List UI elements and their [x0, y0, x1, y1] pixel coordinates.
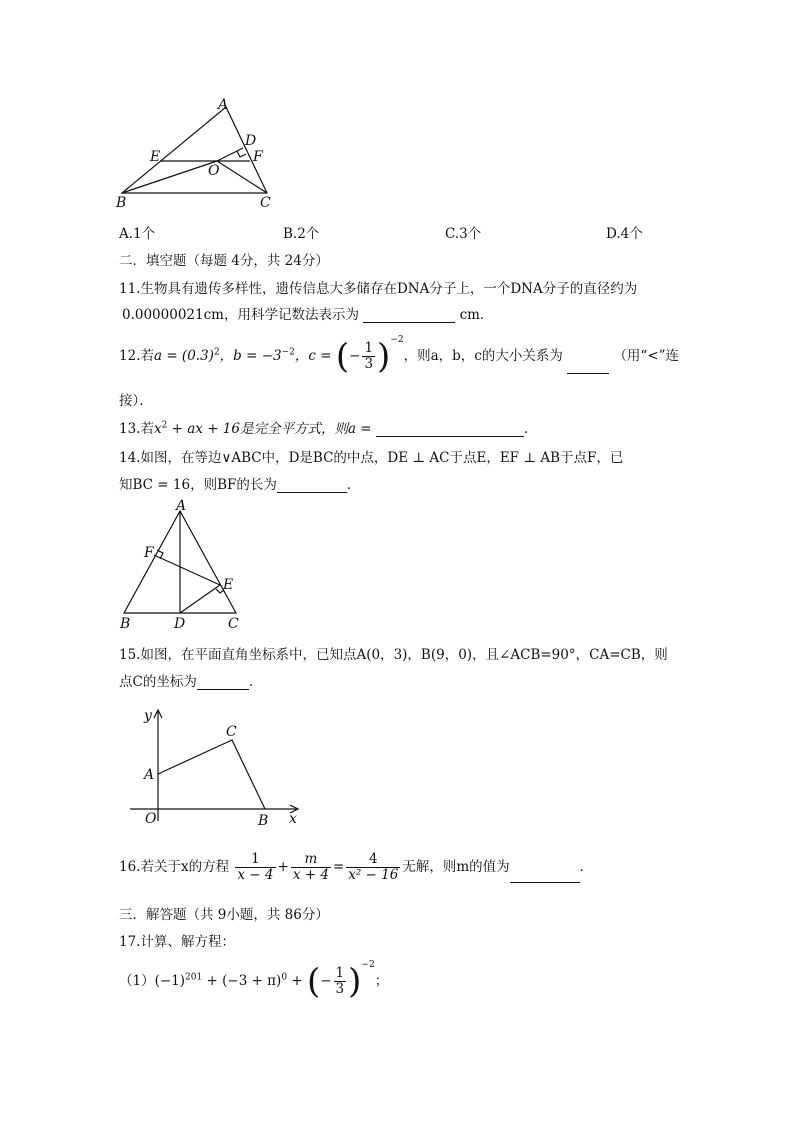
q16-tail: 无解，则m的值为: [402, 859, 510, 875]
q12-lparen: (: [335, 336, 350, 377]
q16-fraction-3: $\frac{4}{\text{x² − 16}}$: [348, 851, 399, 883]
label-d: D: [245, 133, 257, 149]
section-3-title: 三．解答题（共 9小题，共 86分）: [119, 907, 329, 923]
triangle-figure-q10: [110, 95, 290, 210]
q11-unit: cm．: [459, 307, 494, 323]
q16-answer-blank[interactable]: [510, 868, 580, 883]
q12-answer-blank[interactable]: [567, 359, 609, 374]
q17-end: ；: [374, 973, 389, 989]
option-c: C.3个: [445, 226, 482, 242]
section-2-title: 二．填空题（每题 4分，共 24分）: [119, 253, 329, 269]
q12-line1: 12.若$a = (0.3)^2$，$b = -3^{-2}$，c = (− $\frac{1}{3}$ )$^{-2}$，则a，b，c的大小关系为 （用“<”连: [119, 335, 680, 377]
q17-title: 17.计算、解方程：: [119, 934, 235, 950]
q11-value: 0.00000021cm: [122, 307, 224, 323]
q17-part1: $(1)(-1)^{201} + (-3 + \pi)^0$ + (− $\frac{1}{3}$ )$^{-2}$；: [119, 960, 389, 1002]
q13-expr-exp: 2: [161, 420, 168, 431]
triangle-acb: [158, 740, 265, 809]
q13-line: [119, 417, 537, 437]
q17-lparen: (: [306, 961, 321, 1002]
q14-end: ．: [346, 477, 361, 493]
q14-line1: 14.如图，在等边∨ABC中，D是BC的中点，DE ⊥ AC于点E，EF ⊥ AB于点F，已: [119, 450, 624, 466]
q12-line2: 接）．: [119, 393, 153, 409]
q12-b-exp: −2: [281, 347, 295, 358]
q17-fraction: $\frac{1}{3}$: [335, 965, 345, 997]
q13-answer-blank[interactable]: [376, 422, 524, 437]
q11-line2: [122, 303, 493, 323]
q14-line2-text: 知BC = 16，则BF的长为: [119, 477, 277, 493]
q17-term1-exp: 201: [185, 972, 203, 983]
triangle-abc: [122, 107, 267, 193]
label-a: A: [176, 498, 187, 514]
q17-part1-label: （1）: [119, 973, 155, 989]
q12-rparen: ): [377, 336, 391, 377]
q11-mid: ，用科学记数法表示为: [223, 307, 359, 323]
label-d: D: [174, 616, 186, 632]
q17-term2-exp: 0: [281, 972, 288, 983]
q12-paren-note: （用“<”连: [613, 348, 680, 364]
q12-a-expr: a = (0.3): [153, 348, 214, 364]
q12-c-expr: ，c =: [294, 348, 332, 364]
segment-ef: [154, 555, 220, 585]
option-b: B.2个: [283, 226, 320, 242]
coordinate-figure-q15: [125, 705, 310, 830]
q13-expr-tail: + ax + 16是完全平方式，则a =: [167, 421, 372, 437]
label-y: y: [144, 708, 152, 724]
q12-tail: ，则a，b，c的大小关系为: [403, 348, 563, 364]
label-o: O: [145, 811, 157, 827]
q11-line1: 11.生物具有遗传多样性，遗传信息大多储存在DNA分子上，一个DNA分子的直径约为: [119, 281, 638, 297]
q16-plus: +: [277, 859, 289, 875]
label-o: O: [208, 163, 220, 179]
q17-term3-exp: −2: [361, 960, 375, 970]
q12-prefix: 12.若: [119, 348, 154, 364]
q12-a-exp: 2: [213, 347, 220, 358]
label-a: A: [144, 767, 155, 783]
q15-line2: [119, 670, 262, 690]
q14-line2: [119, 473, 360, 493]
q13-end: ．: [523, 421, 538, 437]
q15-answer-blank[interactable]: [197, 675, 249, 690]
q17-term1: (−1): [154, 973, 186, 989]
q17-term2: + (−3 + π): [202, 973, 282, 989]
q15-end: ．: [248, 674, 263, 690]
right-angle-mark: [237, 151, 246, 157]
q15-line1: 15.如图，在平面直角坐标系中，已知点A(0，3)，B(9，0)，且∠ACB=90°，CA=CB，则: [119, 647, 668, 663]
q12-c-exp: −2: [390, 335, 404, 345]
label-a: A: [218, 97, 229, 113]
label-e: E: [150, 149, 161, 165]
q13-expr: x: [153, 421, 162, 437]
label-f: F: [253, 149, 263, 165]
q16-end: ．: [579, 859, 594, 875]
q12-b-expr: ，b = −3: [219, 348, 282, 364]
q13-prefix: 13.若: [119, 421, 154, 437]
option-a: A.1个: [119, 226, 156, 242]
segment-bo: [122, 161, 217, 193]
q16-fraction-1: $\frac{1}{x - 4}$: [237, 851, 274, 883]
label-e: E: [223, 577, 234, 593]
q14-answer-blank[interactable]: [277, 478, 347, 493]
segment-de: [180, 585, 220, 613]
q15-line2-text: 点C的坐标为: [119, 674, 197, 690]
q16-prefix: 16.若关于x的方程: [119, 859, 230, 875]
q17-rparen: ): [348, 961, 362, 1002]
label-c: C: [226, 724, 237, 740]
label-c: C: [260, 195, 271, 210]
q16-fraction-2: $\frac{m}{x + 4}$: [292, 851, 329, 883]
q12-c-fraction: $\frac{1}{3}$: [364, 340, 374, 372]
q16-line: [119, 852, 593, 883]
label-b: B: [258, 813, 269, 829]
label-b: B: [116, 195, 127, 210]
q17-term3: +: [287, 973, 303, 989]
q11-answer-blank[interactable]: [363, 308, 455, 323]
label-f: F: [144, 545, 154, 561]
triangle-figure-q14: [112, 497, 252, 632]
label-c: C: [228, 616, 239, 632]
q16-eq: =: [332, 859, 345, 875]
label-x: x: [289, 811, 297, 827]
label-b: B: [120, 616, 131, 632]
option-d: D.4个: [606, 226, 643, 242]
